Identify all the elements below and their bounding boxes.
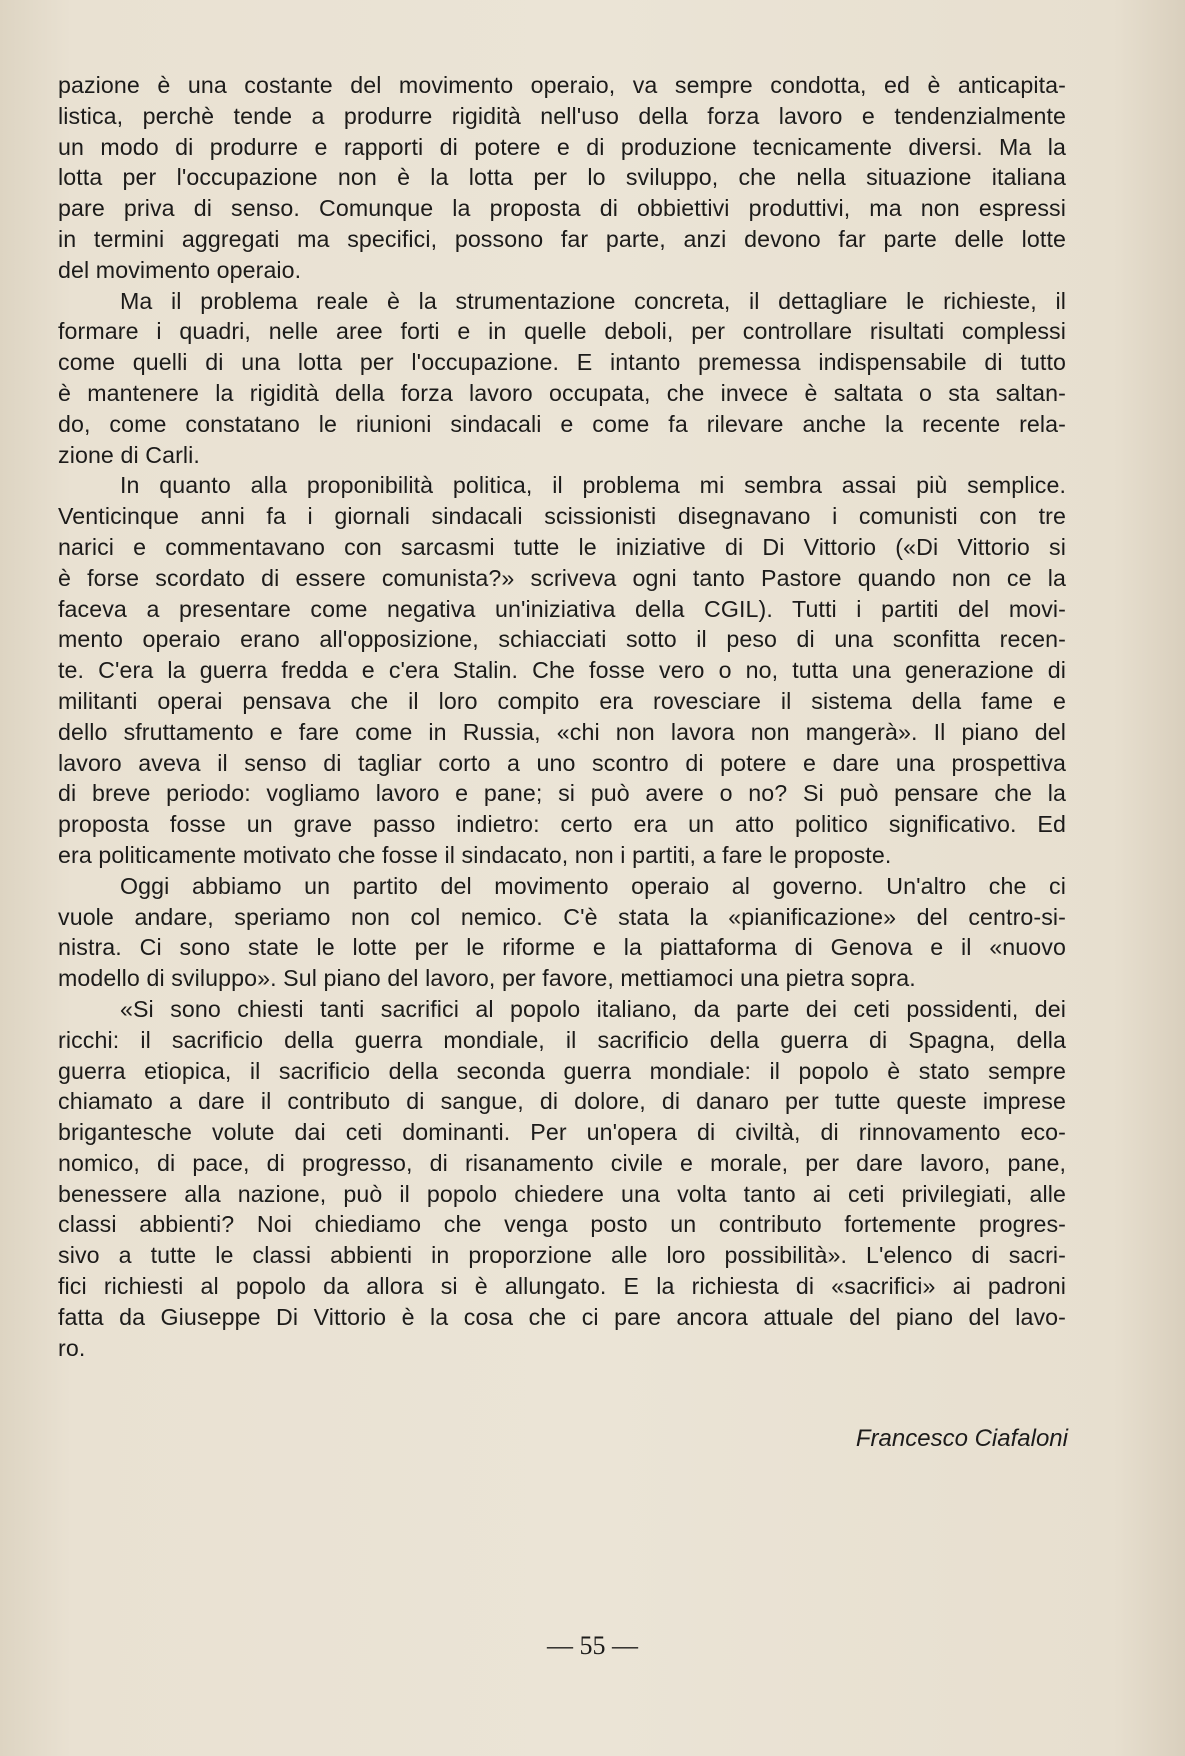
text-line: classi abbienti? Noi chiediamo che venga posto un contributo fortemente progres- — [58, 1211, 1066, 1238]
text-line: narici e commentavano con sarcasmi tutte le iniziative di Di Vittorio («Di Vittorio si — [58, 533, 1066, 560]
text-line: nistra. Ci sono state le lotte per le riforme e la piattaforma di Genova e il «nuovo — [58, 934, 1066, 961]
text-line: dello sfruttamento e fare come in Russia, «chi non lavora non mangerà». Il piano del — [58, 718, 1066, 745]
text-line: fici richiesti al popolo da allora si è allungato. E la richiesta di «sacrifici» ai padroni — [58, 1273, 1066, 1300]
text-line: formare i quadri, nelle aree forti e in quelle deboli, per controllare risultati complessi — [58, 318, 1066, 345]
text-line: come quelli di una lotta per l'occupazione. E intanto premessa indispensabile di tutto — [58, 349, 1066, 376]
text-line: Ma il problema reale è la strumentazione concreta, il dettagliare le richieste, il — [120, 287, 1066, 314]
text-line: listica, perchè tende a produrre rigidità nell'uso della forza lavoro e tendenzialmente — [58, 102, 1066, 129]
text-line: ricchi: il sacrificio della guerra mondiale, il sacrificio della guerra di Spagna, della — [58, 1026, 1066, 1053]
text-line: faceva a presentare come negativa un'iniziativa della CGIL). Tutti i partiti del movi- — [58, 595, 1066, 622]
text-line: brigantesche volute dai ceti dominanti. Per un'opera di civiltà, di rinnovamento eco- — [58, 1119, 1066, 1146]
paragraph-1 — [58, 70, 1066, 286]
text-line: nomico, di pace, di progresso, di risanamento civile e morale, per dare lavoro, pane, — [58, 1149, 1066, 1176]
text-line: era politicamente motivato che fosse il sindacato, non i partiti, a fare le proposte. — [58, 841, 892, 868]
page-number: — 55 — — [547, 1631, 638, 1660]
text-line: modello di sviluppo». Sul piano del lavoro, per favore, mettiamoci una pietra sopra. — [58, 965, 916, 992]
text-line: del movimento operaio. — [58, 256, 302, 283]
text-line: è forse scordato di essere comunista?» scriveva ogni tanto Pastore quando non ce la — [58, 564, 1066, 591]
paragraph-4 — [58, 871, 1066, 994]
text-line: pare priva di senso. Comunque la proposta di obbiettivi produttivi, ma non espressi — [58, 195, 1066, 222]
text-line: Venticinque anni fa i giornali sindacali scissionisti disegnavano i comunisti con tre — [58, 503, 1066, 530]
text-line: do, come constatano le riunioni sindacali e come fa rilevare anche la recente rela- — [58, 410, 1066, 437]
text-line: ro. — [58, 1334, 86, 1361]
paragraph-2 — [58, 286, 1066, 471]
text-line: lavoro aveva il senso di tagliar corto a uno scontro di potere e dare una prospettiva — [58, 749, 1066, 776]
text-line: un modo di produrre e rapporti di potere e di produzione tecnicamente diversi. Ma la — [58, 133, 1066, 160]
body-text — [58, 70, 1066, 1363]
text-line: Oggi abbiamo un partito del movimento operaio al governo. Un'altro che ci — [120, 872, 1066, 899]
text-line: sivo a tutte le classi abbienti in proporzione alle loro possibilità». L'elenco di sacri- — [58, 1242, 1066, 1269]
text-line: vuole andare, speriamo non col nemico. C'è stata la «pianificazione» del centro-si- — [58, 903, 1066, 930]
text-line: chiamato a dare il contributo di sangue, di dolore, di danaro per tutte queste imprese — [58, 1088, 1066, 1115]
text-line: guerra etiopica, il sacrificio della seconda guerra mondiale: il popolo è stato sempre — [58, 1057, 1066, 1084]
text-line: mento operaio erano all'opposizione, schiacciati sotto il peso di una sconfitta recen- — [58, 626, 1066, 653]
paragraph-3 — [58, 470, 1066, 870]
text-line: zione di Carli. — [58, 441, 200, 468]
text-line: benessere alla nazione, può il popolo chiedere una volta tanto ai ceti privilegiati, alle — [58, 1180, 1066, 1207]
text-line: «Si sono chiesti tanti sacrifici al popolo italiano, da parte dei ceti possidenti, dei — [120, 995, 1066, 1022]
text-line: di breve periodo: vogliamo lavoro e pane; si può avere o no? Si può pensare che la — [58, 780, 1066, 807]
text-line: pazione è una costante del movimento operaio, va sempre condotta, ed è anticapita- — [58, 72, 1066, 98]
text-line: proposta fosse un grave passo indietro: certo era un atto politico significativo. Ed — [58, 811, 1066, 838]
text-line: te. C'era la guerra fredda e c'era Stalin. Che fosse vero o no, tutta una generazione di — [58, 657, 1066, 684]
author-signature: Francesco Ciafaloni — [855, 1425, 1068, 1452]
text-line: è mantenere la rigidità della forza lavoro occupata, che invece è saltata o sta saltan- — [58, 379, 1066, 406]
text-line: In quanto alla proponibilità politica, il problema mi sembra assai più semplice. — [120, 472, 1066, 499]
paragraph-5 — [58, 994, 1066, 1364]
text-line: fatta da Giuseppe Di Vittorio è la cosa che ci pare ancora attuale del piano del lavo- — [58, 1303, 1066, 1330]
text-line: militanti operai pensava che il loro compito era rovesciare il sistema della fame e — [58, 687, 1066, 714]
text-line: in termini aggregati ma specifici, possono far parte, anzi devono far parte delle lotte — [58, 225, 1066, 252]
text-line: lotta per l'occupazione non è la lotta per lo sviluppo, che nella situazione italiana — [58, 164, 1066, 191]
